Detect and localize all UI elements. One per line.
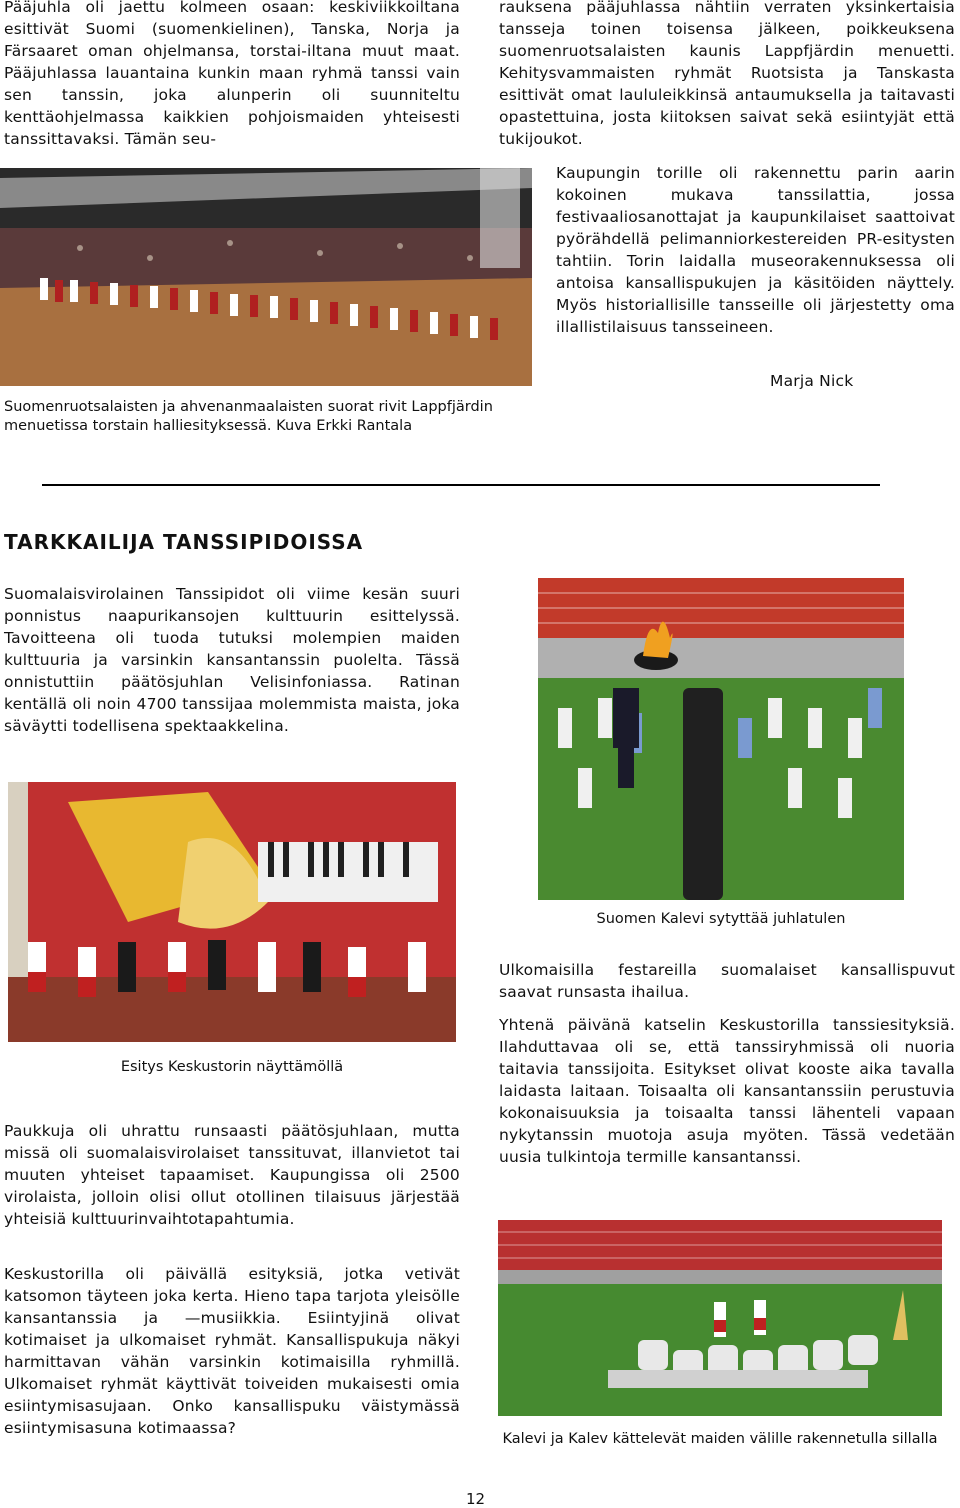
intro-column-left: Pääjuhla oli jaettu kolmeen osaan: keskiviikkoiltana esittivät Suomi (suomenkielinen), Tanska, Norja ja Färsaaret oman ohjelmansa, torstai-iltana muut maat. Pääjuhlassa lauantaina kunkin maan ryhmä tanssi vain sen tanssin, joka alunperin oli suunniteltu kenttäohjelmassa kaikkien pohjoismaiden yhteisesti tanssittavaksi. Tämän seu- [4, 0, 460, 148]
flame-lighting-photo [538, 578, 904, 900]
flame-photo-caption: Suomen Kalevi sytyttää juhlatulen [596, 911, 846, 927]
market-paragraph: Kaupungin torille oli rakennettu parin aarin kokoinen mukava tanssilattia, jossa festivaaliosanottajat ja kaupunkilaiset saattoivat pyörähdellä pelimanniorkestereiden PR-esitysten tahtiin. Torin laidalla museorakennuksessa oli antoisa kansallispukujen ja käsitöiden näyttely. Myös historiallisille tansseille oli järjestetty oma illallistilaisuus tansseineen. [556, 164, 955, 336]
section-divider [42, 484, 880, 486]
section-heading: TARKKAILIJA TANSSIPIDOISSA [4, 530, 364, 554]
closing-event-paragraph: Paukkuja oli uhrattu runsaasti päätösjuhlaan, mutta missä oli suomalaisvirolaiset tanssituvat, illanvietot tai muuten yhteiset tapaamiset. Kaupungissa oli 2500 virolaista, jolloin olisi ollut otollinen tilaisuus järjestää yhteisiä kulttuurinvaihtotapahtumia. [4, 1122, 460, 1228]
author-name: Marja Nick [770, 372, 854, 390]
page-number: 12 [466, 1490, 486, 1508]
costume-paragraph: Ulkomaisilla festareilla suomalaiset kansallispuvut saavat runsasta ihailua. [499, 961, 955, 1001]
festival-intro: Suomalaisvirolainen Tanssipidot oli viime kesän suuri ponnistus naapurikansojen kulttuurin esittelyssä. Tavoitteena oli tuoda tutuksi molempien maiden kulttuuria ja varsinkin kansantanssin puolelta. Tässä onnistuttiin päätösjuhlan Velisinfoniassa. Ratinan kentällä oli noin 4700 tanssijaa molemmista maista, joka säväytti todellisena spektaakkelina. [4, 585, 460, 735]
market-performances-paragraph: Keskustorilla oli päivällä esityksiä, jotka vetivät katsomon täyteen joka kerta. Hieno tapa tarjota yleisölle kansantanssia ja —musiikkia. Esiintyjinä olivat kotimaiset ja ulkomaiset ryhmät. Kansallispukuja näkyi harmittavan vähän varsinkin kotimaisilla ryhmillä. Ulkomaiset ryhmät käyttivät toiveiden mukaisesti omia esiintymisasujaan. Onko kansallispuku väistymässä esiintymisasuna kotimaassa? [4, 1265, 460, 1437]
hall-photo-caption: Suomenruotsalaisten ja ahvenanmaalaisten suorat rivit Lappfjärdin menuetissa torstain halliesityksessä. Kuva Erkki Rantala [4, 399, 493, 434]
stage-photo-caption: Esitys Keskustorin näyttämöllä [120, 1059, 344, 1075]
bridge-photo-caption: Kalevi ja Kalev kättelevät maiden välille rakennetulla sillalla [502, 1431, 938, 1447]
keskustori-paragraph: Yhtenä päivänä katselin Keskustorilla tanssiesityksiä. Ilahduttavaa oli se, että tanssiryhmissä oli nuoria taitavia tanssijoita. Esitykset olivat kooste aika tavalla laidasta laitaan. Toisaalta oli kansantanssiin perustuvia kokonaisuuksia ja toisaalta tanssi lähenteli vapaan nykytanssin muotoja asuja myöten. Tässä vedetään uusia tulkintoja termille kansantanssi. [499, 1016, 955, 1166]
intro-column-right: rauksena pääjuhlassa nähtiin verraten yksinkertaisia tansseja toinen toisensa jälkeen, poikkeuksena suomenruotsalaisten kaunis Lappfjärdin menuetti. Kehitysvammaisten ryhmät Ruotsista ja Tanskasta esittivät omat laululeikkinsä antaumuksella ja taitavasti opastettuina, josta kiitoksen saivat sekä esiintyjät että tukijoukot. [499, 0, 955, 148]
stage-performance-photo [8, 782, 456, 1042]
hall-performance-photo [0, 168, 532, 386]
bridge-handshake-photo [498, 1220, 942, 1416]
